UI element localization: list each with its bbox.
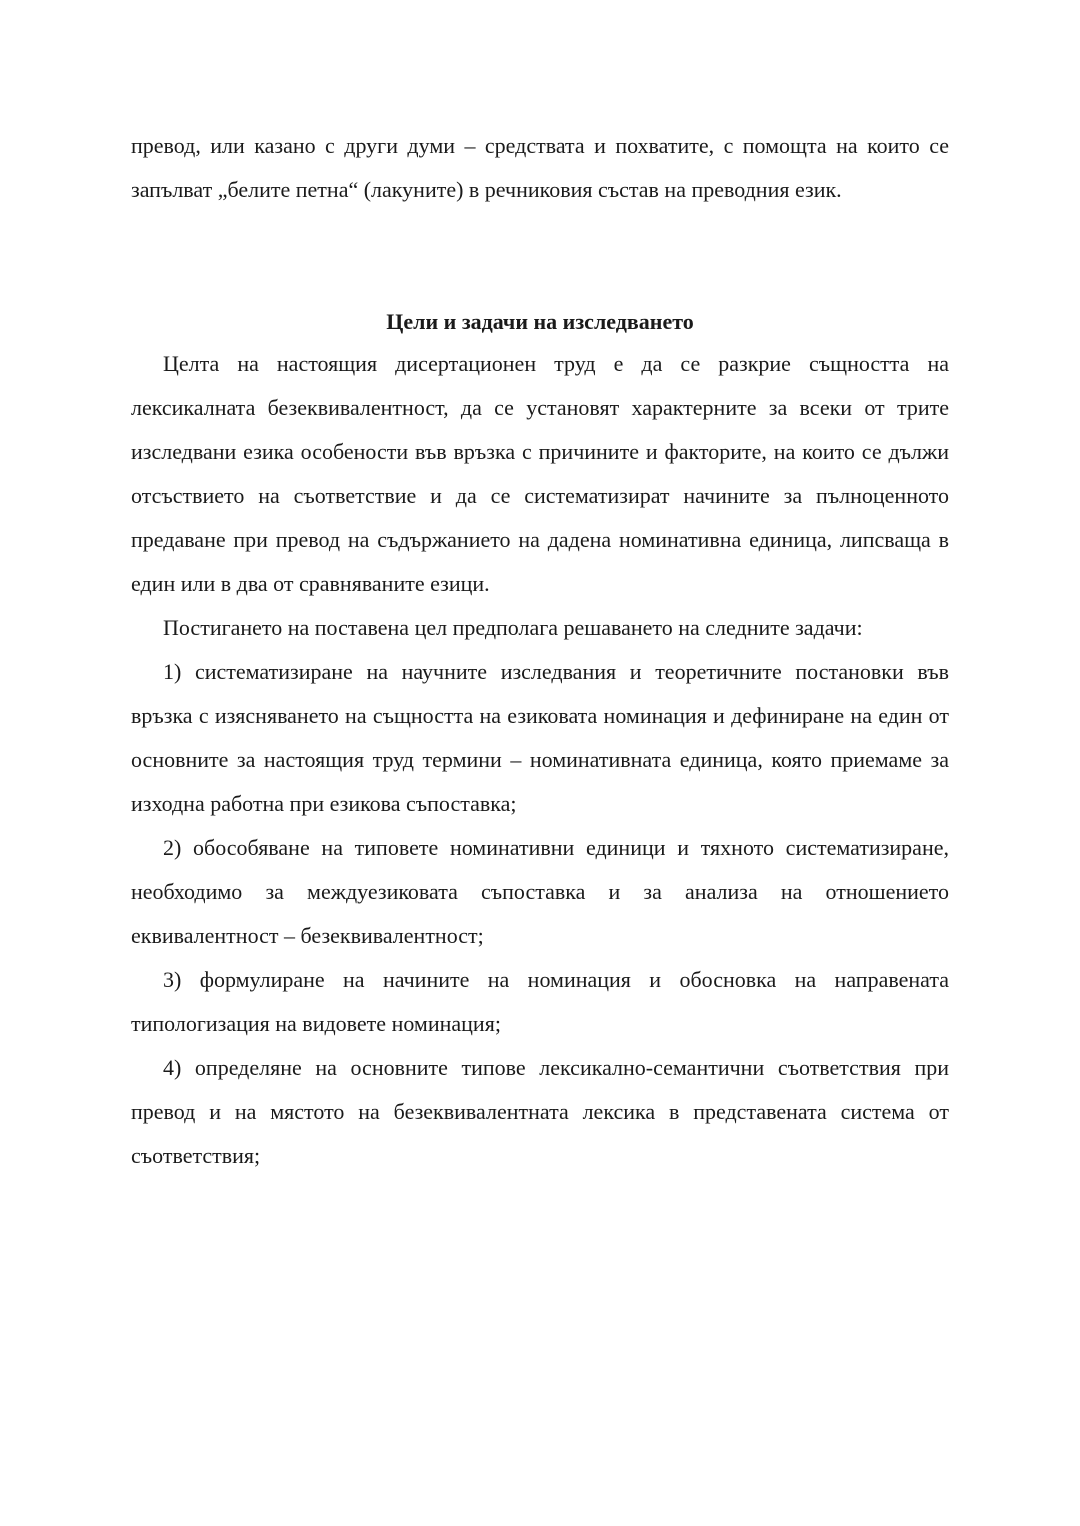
paragraph-goal: Целта на настоящия дисертационен труд е да се разкрие същността на лексикалната безеквивалентност, да се установят характерните за всеки от трите изследвани езика особености във връзка с причините и факторите, на които се дължи отсъствието на съответствие и да се систематизират начините за пълноценното предаване при превод на съдържанието на дадена номинативна единица, липсваща в един или в два от сравняваните езици. [131, 351, 949, 596]
section-heading: Цели и задачи на изследването [386, 309, 694, 334]
section-body [131, 342, 949, 1178]
task-item-3: 3) формулиране на начините на номинация и обосновка на направената типологизация на видовете номинация; [131, 967, 949, 1036]
task-item-4: 4) определяне на основните типове лексикално-семантични съответствия при превод и на мястото на безеквивалентната лексика в представената система от съответствия; [131, 1055, 949, 1168]
task-item-2: 2) обособяване на типовете номинативни единици и тяхното систематизиране, необходимо за междуезиковата съпоставка и за анализа на отношението еквивалентност – безеквивалентност; [131, 835, 949, 948]
task-item-1: 1) систематизиране на научните изследвания и теоретичните постановки във връзка с изясняването на същността на езиковата номинация и дефиниране на един от основните за настоящия труд термини – номинативната единица, която приемаме за изходна работна при езикова съпоставка; [131, 659, 949, 816]
paragraph-tasks-intro: Постигането на поставена цел предполага решаването на следните задачи: [163, 615, 863, 640]
intro-paragraph: превод, или казано с други думи – средствата и похватите, с помощта на които се запълват „белите петна“ (лакуните) в речниковия състав на преводния език. [131, 133, 949, 202]
